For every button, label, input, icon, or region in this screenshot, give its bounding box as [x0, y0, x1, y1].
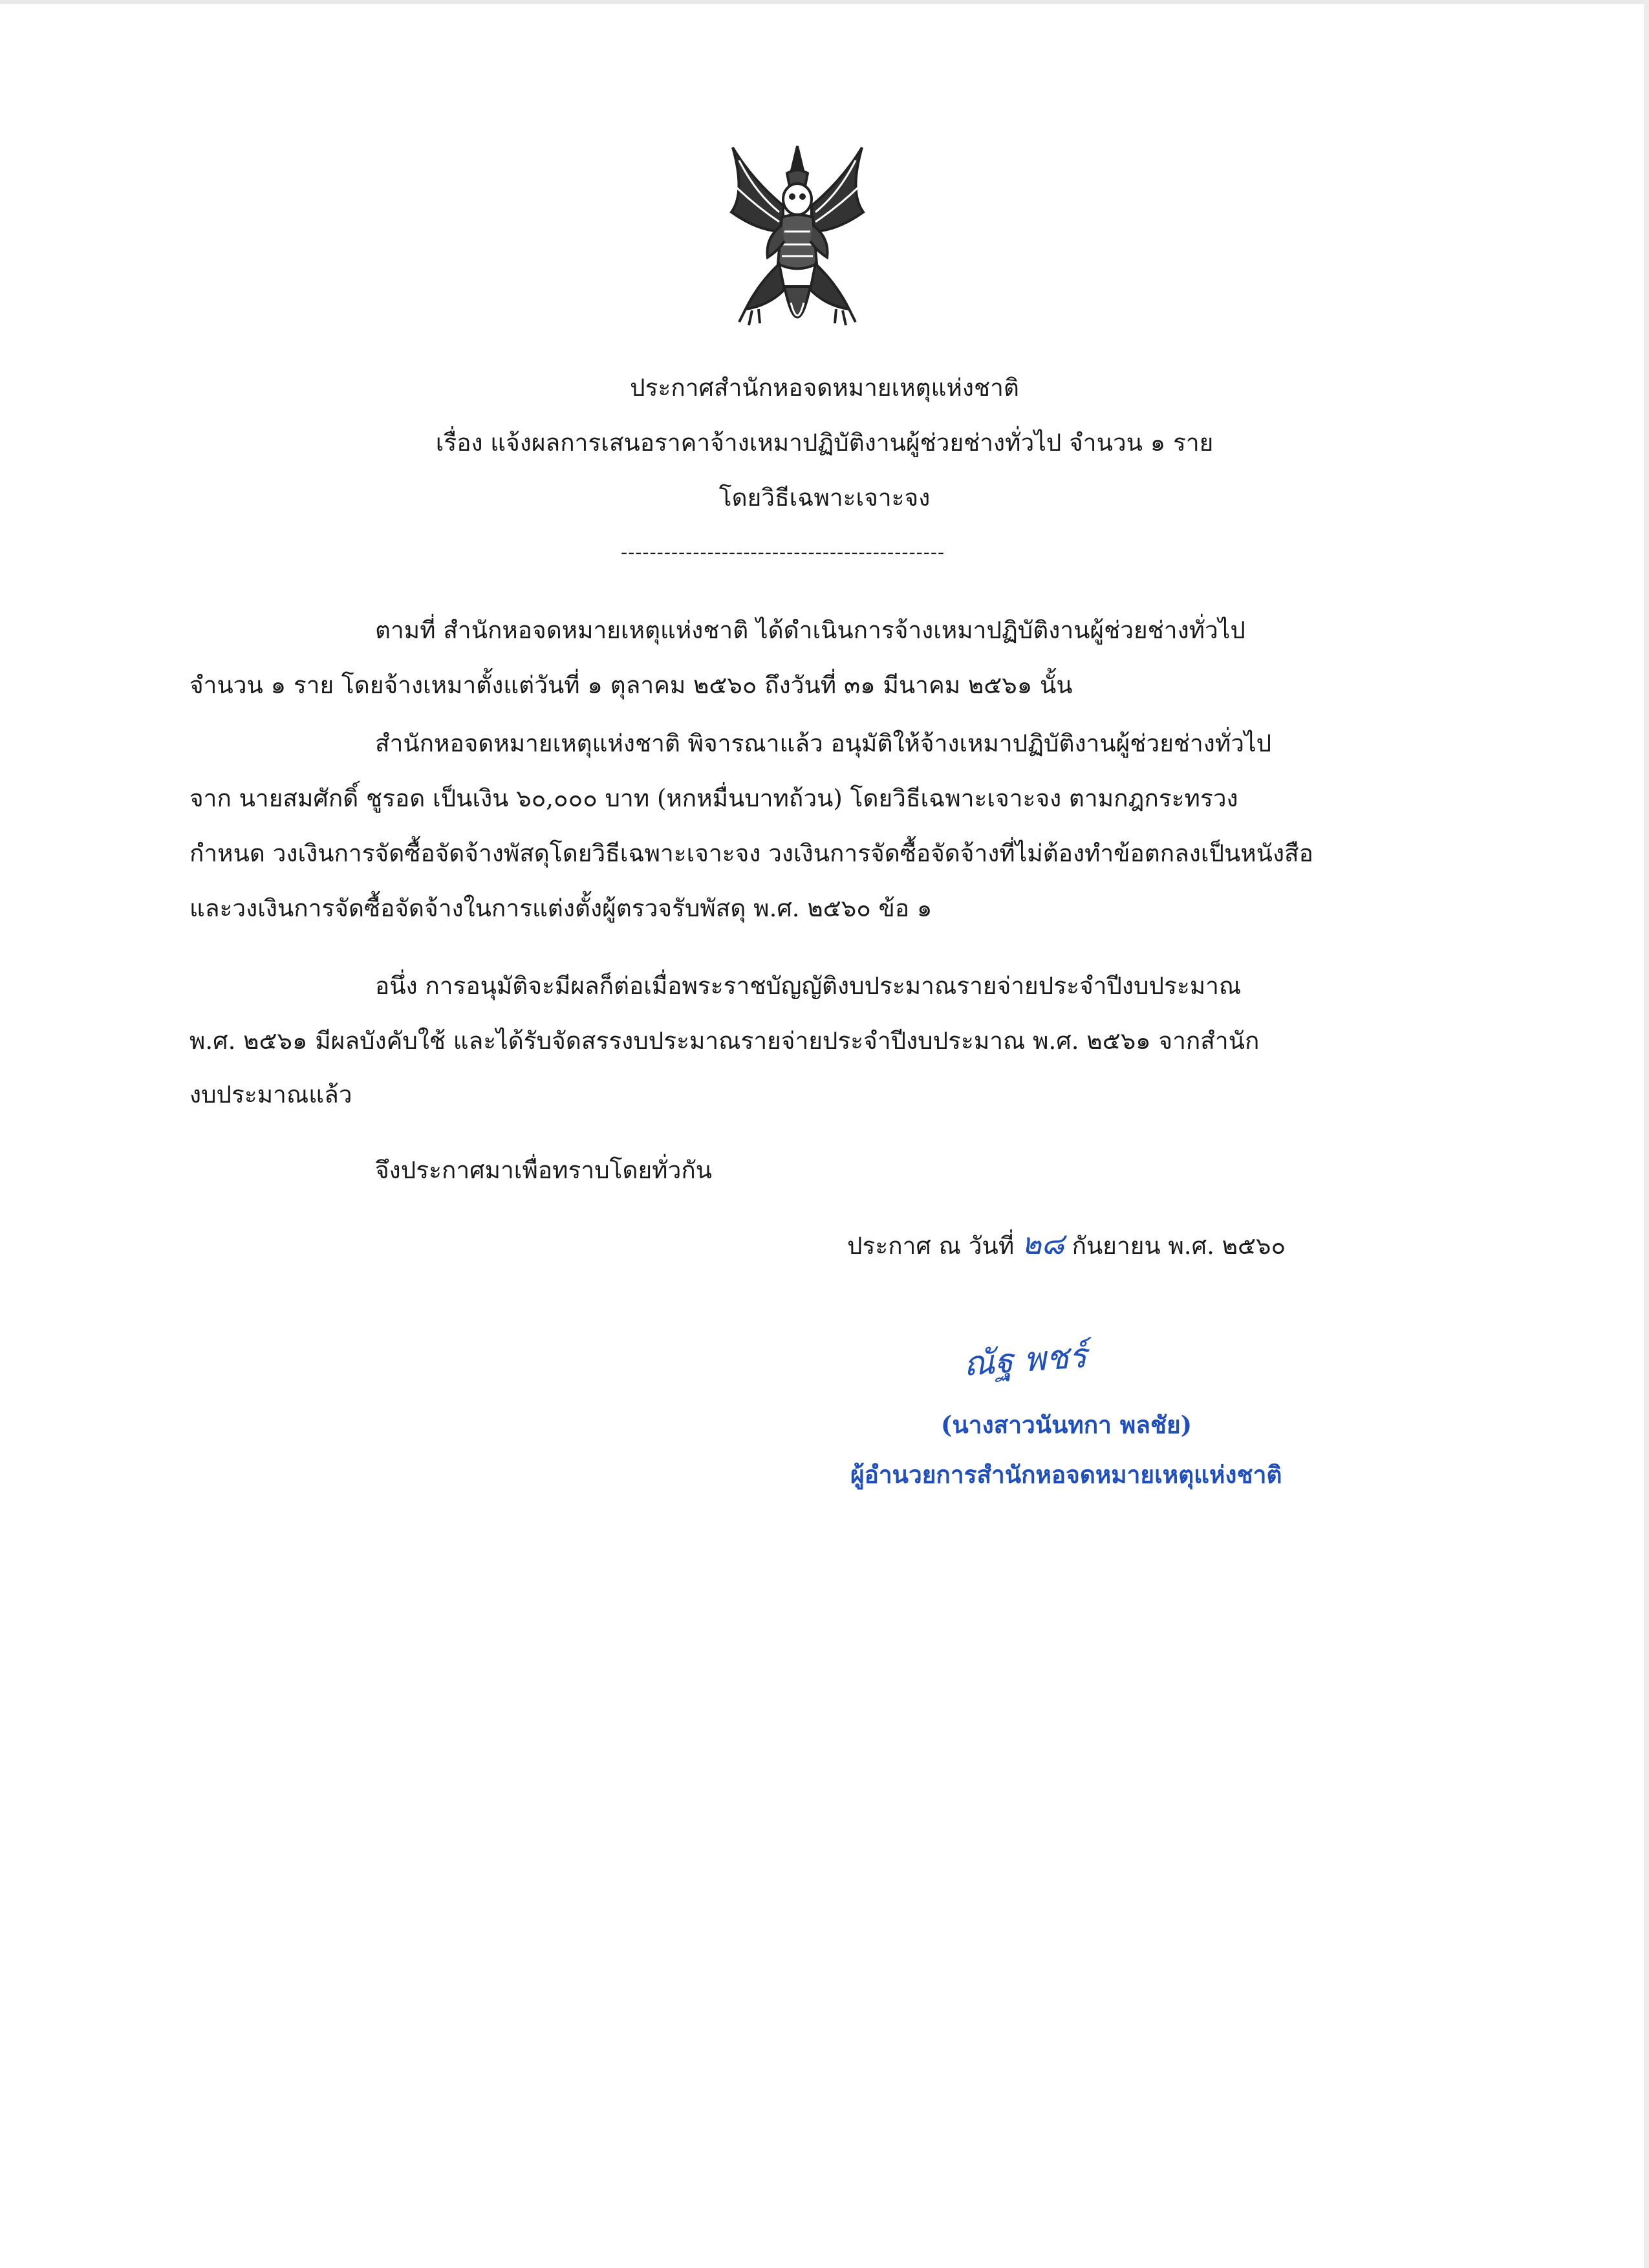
paragraph-3-line-2: พ.ศ. ๒๕๖๑ มีผลบังคับใช้ และได้รับจัดสรรงบประมาณรายจ่ายประจำปีงบประมาณ พ.ศ. ๒๕๖๑ จากสำนัก [189, 1027, 1260, 1055]
paragraph-2-line-2: จาก นายสมศักดิ์ ชูรอด เป็นเงิน ๖๐,๐๐๐ บาท (หกหมื่นบาทถ้วน) โดยวิธีเฉพาะเจาะจง ตามกฎกระทรวง [189, 784, 1238, 812]
paragraph-3-line-3: งบประมาณแล้ว [189, 1081, 352, 1108]
paragraph-3-line-1: อนึ่ง การอนุมัติจะมีผลก็ต่อเมื่อพระราชบัญญัติงบประมาณรายจ่ายประจำปีงบประมาณ [375, 972, 1242, 1000]
date-suffix: กันยายน พ.ศ. ๒๕๖๐ [1072, 1232, 1286, 1260]
scan-edge-top [0, 0, 1649, 4]
announcement-method: โดยวิธีเฉพาะเจาะจง [718, 484, 931, 512]
paragraph-2-line-4: และวงเงินการจัดซื้อจัดจ้างในการแต่งตั้งผู้ตรวจรับพัสดุ พ.ศ. ๒๕๖๐ ข้อ ๑ [189, 894, 932, 922]
paragraph-1-line-2: จำนวน ๑ ราย โดยจ้างเหมาตั้งแต่วันที่ ๑ ตุลาคม ๒๕๖๐ ถึงวันที่ ๓๑ มีนาคม ๒๕๖๑ นั้น [189, 671, 1073, 699]
signatory-name: (นางสาวนันทกา พลชัย) [941, 1410, 1192, 1439]
announcement-subject: เรื่อง แจ้งผลการเสนอราคาจ้างเหมาปฏิบัติงานผู้ช่วยช่างทั่วไป จำนวน ๑ ราย [435, 429, 1214, 457]
date-prefix: ประกาศ ณ วันที่ [847, 1232, 1015, 1260]
paragraph-4-line-1: จึงประกาศมาเพื่อทราบโดยทั่วกัน [375, 1156, 713, 1184]
paragraph-1-line-1: ตามที่ สำนักหอจดหมายเหตุแห่งชาติ ได้ดำเนินการจ้างเหมาปฏิบัติงานผู้ช่วยช่างทั่วไป [375, 616, 1245, 644]
paragraph-2-line-1: สำนักหอจดหมายเหตุแห่งชาติ พิจารณาแล้ว อนุมัติให้จ้างเหมาปฏิบัติงานผู้ช่วยช่างทั่วไป [375, 729, 1272, 757]
handwritten-signature: ณัฐ พชร์ [962, 1336, 1088, 1384]
signatory-position: ผู้อำนวยการสำนักหอจดหมายเหตุแห่งชาติ [850, 1460, 1282, 1489]
header-separator: --------------------------------------------- [621, 541, 945, 564]
announcement-date [847, 1227, 1286, 1262]
garuda-emblem-icon [720, 135, 875, 354]
announcement-title: ประกาศสำนักหอจดหมายเหตุแห่งชาติ [630, 374, 1019, 402]
date-day-handwritten: ๒๘ [1021, 1226, 1064, 1261]
paragraph-2-line-3: กำหนด วงเงินการจัดซื้อจัดจ้างพัสดุโดยวิธีเฉพาะเจาะจง วงเงินการจัดซื้อจัดจ้างที่ไม่ต้องทำข้อตกลงเป็นหนังสือ [189, 839, 1313, 867]
scan-edge-right [1644, 0, 1649, 2268]
